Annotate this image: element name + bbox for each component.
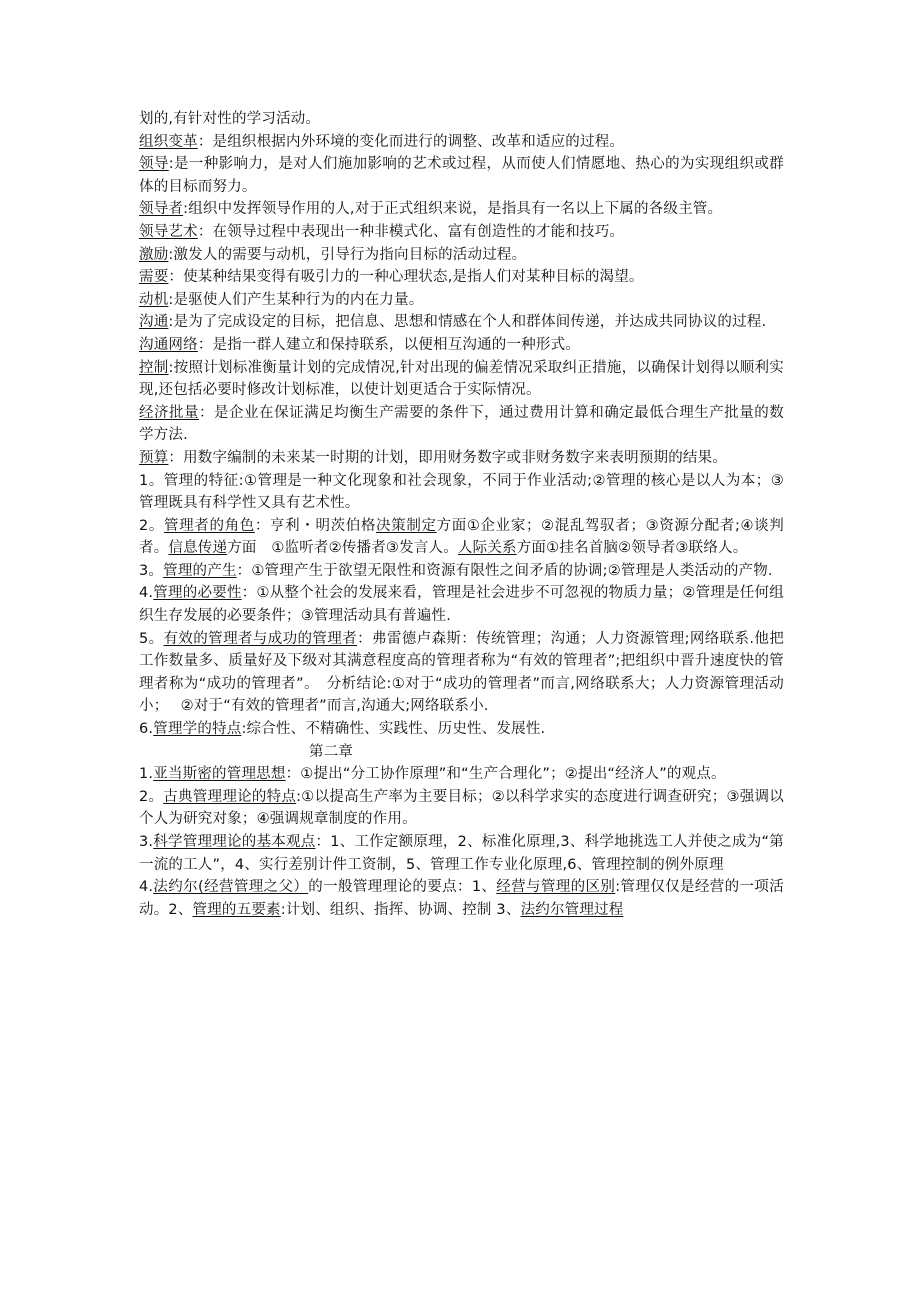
underlined-term: 沟通 <box>139 314 169 331</box>
underlined-term: 控制 <box>139 359 169 376</box>
text-run: 划的,有针对性的学习活动。 <box>139 111 321 127</box>
text-run: :是一种影响力，是对人们施加影响的艺术或过程，从而使人们情愿地、热心的为实现组织或群体的目标而努力。 <box>139 156 784 195</box>
text-run: 1。管理的特征:①管理是一种文化现象和社会现象，不同于作业活动;②管理的核心是以人为本；③管理既具有科学性又具有艺术性。 <box>139 472 784 512</box>
text-run: :综合性、不精确性、实践性、历史性、发展性. <box>241 721 546 738</box>
paragraph <box>139 221 784 244</box>
text-run: 方面①企业家；②混乱驾驭者；③资源分配者;④谈判者。 <box>139 517 784 557</box>
text-run: 4. <box>139 879 154 896</box>
underlined-term: 有效的管理者与成功的管理者 <box>163 630 358 647</box>
underlined-term: 领导艺术 <box>139 223 198 240</box>
text-run: :激发人的需要与动机，引导行为指向目标的活动过程。 <box>168 246 527 263</box>
underlined-term: 科学管理理论的基本观点 <box>153 834 316 850</box>
text-run: 的一般管理理论的要点：1、 <box>308 879 497 896</box>
text-run: :按照计划标准衡量计划的完成情况,针对出现的偏差情况采取纠正措施，以确保计划得以顺利实现,还包括必要时修改计划标准，以使计划更适合于实际情况。 <box>139 359 785 399</box>
underlined-term: 管理者的角色 <box>164 517 255 534</box>
paragraph <box>139 402 784 447</box>
text-run: :组织中发挥领导作用的人,对于正式组织来说，是指具有一名以上下属的各级主管。 <box>183 201 723 218</box>
underlined-term: 法约尔管理过程 <box>520 901 624 918</box>
underlined-term: 预算 <box>139 449 169 466</box>
paragraph <box>139 470 784 515</box>
underlined-term: 沟通网络 <box>139 336 198 353</box>
underlined-term: 信息传递 <box>168 540 228 557</box>
text-run: 2。 <box>139 788 164 805</box>
text-run: 3。 <box>139 562 164 579</box>
text-run: :①以提高生产率为主要目标；②以科学求实的态度进行调查研究；③强调以个人为研究对象；④强调规章制度的作用。 <box>139 788 784 828</box>
text-run: ：①从整个社会的发展来看，管理是社会进步不可忽视的物质力量；②管理是任何组织生存发展的必要条件；③管理活动具有普遍性. <box>139 585 784 625</box>
text-run: 1. <box>139 766 154 783</box>
paragraph <box>139 266 784 289</box>
paragraph <box>139 763 784 786</box>
underlined-term: 领导者 <box>139 201 184 218</box>
text-run: ：用数字编制的未来某一时期的计划，即用财务数字或非财务数字来表明预期的结果。 <box>168 449 728 466</box>
paragraph <box>139 153 784 198</box>
text-run: 6. <box>139 721 154 738</box>
underlined-term: 管理的产生 <box>163 562 237 579</box>
chapter-heading <box>139 741 784 764</box>
text-run: ：是组织根据内外环境的变化而进行的调整、改革和适应的过程。 <box>197 133 625 150</box>
paragraph <box>139 718 784 741</box>
underlined-term: 需要 <box>139 269 169 286</box>
paragraph <box>139 311 784 334</box>
paragraph <box>139 515 784 560</box>
text-run: :是为了完成设定的目标，把信息、思想和情感在个人和群体间传递，并达成共同协议的过程. <box>168 314 767 331</box>
underlined-term: 管理的五要素 <box>192 901 281 918</box>
text-run: :管理仅仅是经营的一项活动。2、 <box>139 879 784 918</box>
underlined-term: 激励 <box>139 246 169 263</box>
document-page <box>139 108 784 921</box>
text-run: ：①提出“分工协作原理”和“生产合理化”；②提出“经济人”的观点。 <box>285 766 726 783</box>
paragraph <box>139 244 784 267</box>
underlined-term: 经济批量 <box>139 404 200 421</box>
text-run: 2。 <box>139 517 165 534</box>
text-run: 第二章 <box>309 743 354 760</box>
paragraph <box>139 876 784 921</box>
text-run: ：是指一群人建立和保持联系，以便相互沟通的一种形式。 <box>197 336 581 353</box>
text-run: 5。 <box>139 630 164 647</box>
underlined-term: 决策制定 <box>376 517 437 534</box>
text-run: :计划、组织、指挥、协调、控制 3、 <box>280 901 521 918</box>
underlined-term: 人际关系 <box>457 540 517 557</box>
paragraph <box>139 831 784 876</box>
text-run: ：亨利・明茨伯格 <box>254 517 377 534</box>
paragraph <box>139 560 784 583</box>
underlined-term: 动机 <box>139 291 169 308</box>
underlined-term: 领导 <box>139 156 169 173</box>
paragraph <box>139 289 784 312</box>
underlined-term: 法约尔(经营管理之父） <box>153 879 309 896</box>
paragraph <box>139 786 784 831</box>
text-run: ：1、工作定额原理，2、标准化原理,3、科学地挑选工人并使之成为“第一流的工人”，4、实行差别计件工资制，5、管理工作专业化原理,6、管理控制的例外原理 <box>139 834 784 873</box>
underlined-term: 亚当斯密的管理思想 <box>153 766 286 783</box>
underlined-term: 古典管理理论的特点 <box>163 788 297 805</box>
paragraph <box>139 582 784 627</box>
text-run: ：在领导过程中表现出一种非模式化、富有创造性的才能和技巧。 <box>197 223 625 240</box>
paragraph <box>139 447 784 470</box>
text-run: ：弗雷德卢森斯：传统管理；沟通；人力资源管理;网络联系.他把工作数量多、质量好及下级对其满意程度高的管理者称为“有效的管理者”;把组织中晋升速度快的管理者称为“成功的管理者”。 分析结论:①对于“成功的管理者”而言,网络联系大；人力资源管理活动小； ②对于“有效的管理者”而言,沟通大;网络联系小. <box>139 630 784 715</box>
underlined-term: 组织变革 <box>139 133 198 150</box>
paragraph <box>139 628 784 718</box>
text-run: ：是企业在保证满足均衡生产需要的条件下，通过费用计算和确定最低合理生产批量的数学方法. <box>139 404 784 444</box>
text-run: 4. <box>139 585 154 602</box>
underlined-term: 经营与管理的区别 <box>496 879 616 896</box>
underlined-term: 管理学的特点 <box>153 721 242 738</box>
paragraph <box>139 131 784 154</box>
underlined-term: 管理的必要性 <box>153 585 242 602</box>
paragraph <box>139 198 784 221</box>
text-run: :是驱使人们产生某种行为的内在力量。 <box>168 291 424 308</box>
text-run: 3. <box>139 834 154 850</box>
text-run: ：使某种结果变得有吸引力的一种心理状态,是指人们对某种目标的渴望。 <box>168 269 644 286</box>
text-run: ：①管理产生于欲望无限性和资源有限性之间矛盾的协调;②管理是人类活动的产物. <box>236 562 773 579</box>
paragraph <box>139 357 784 402</box>
text-run: 方面 ①监听者②传播者③发言人。 <box>227 540 458 557</box>
paragraph <box>139 334 784 357</box>
text-run: 方面①挂名首脑②领导者③联络人。 <box>516 540 748 557</box>
paragraph <box>139 108 784 131</box>
